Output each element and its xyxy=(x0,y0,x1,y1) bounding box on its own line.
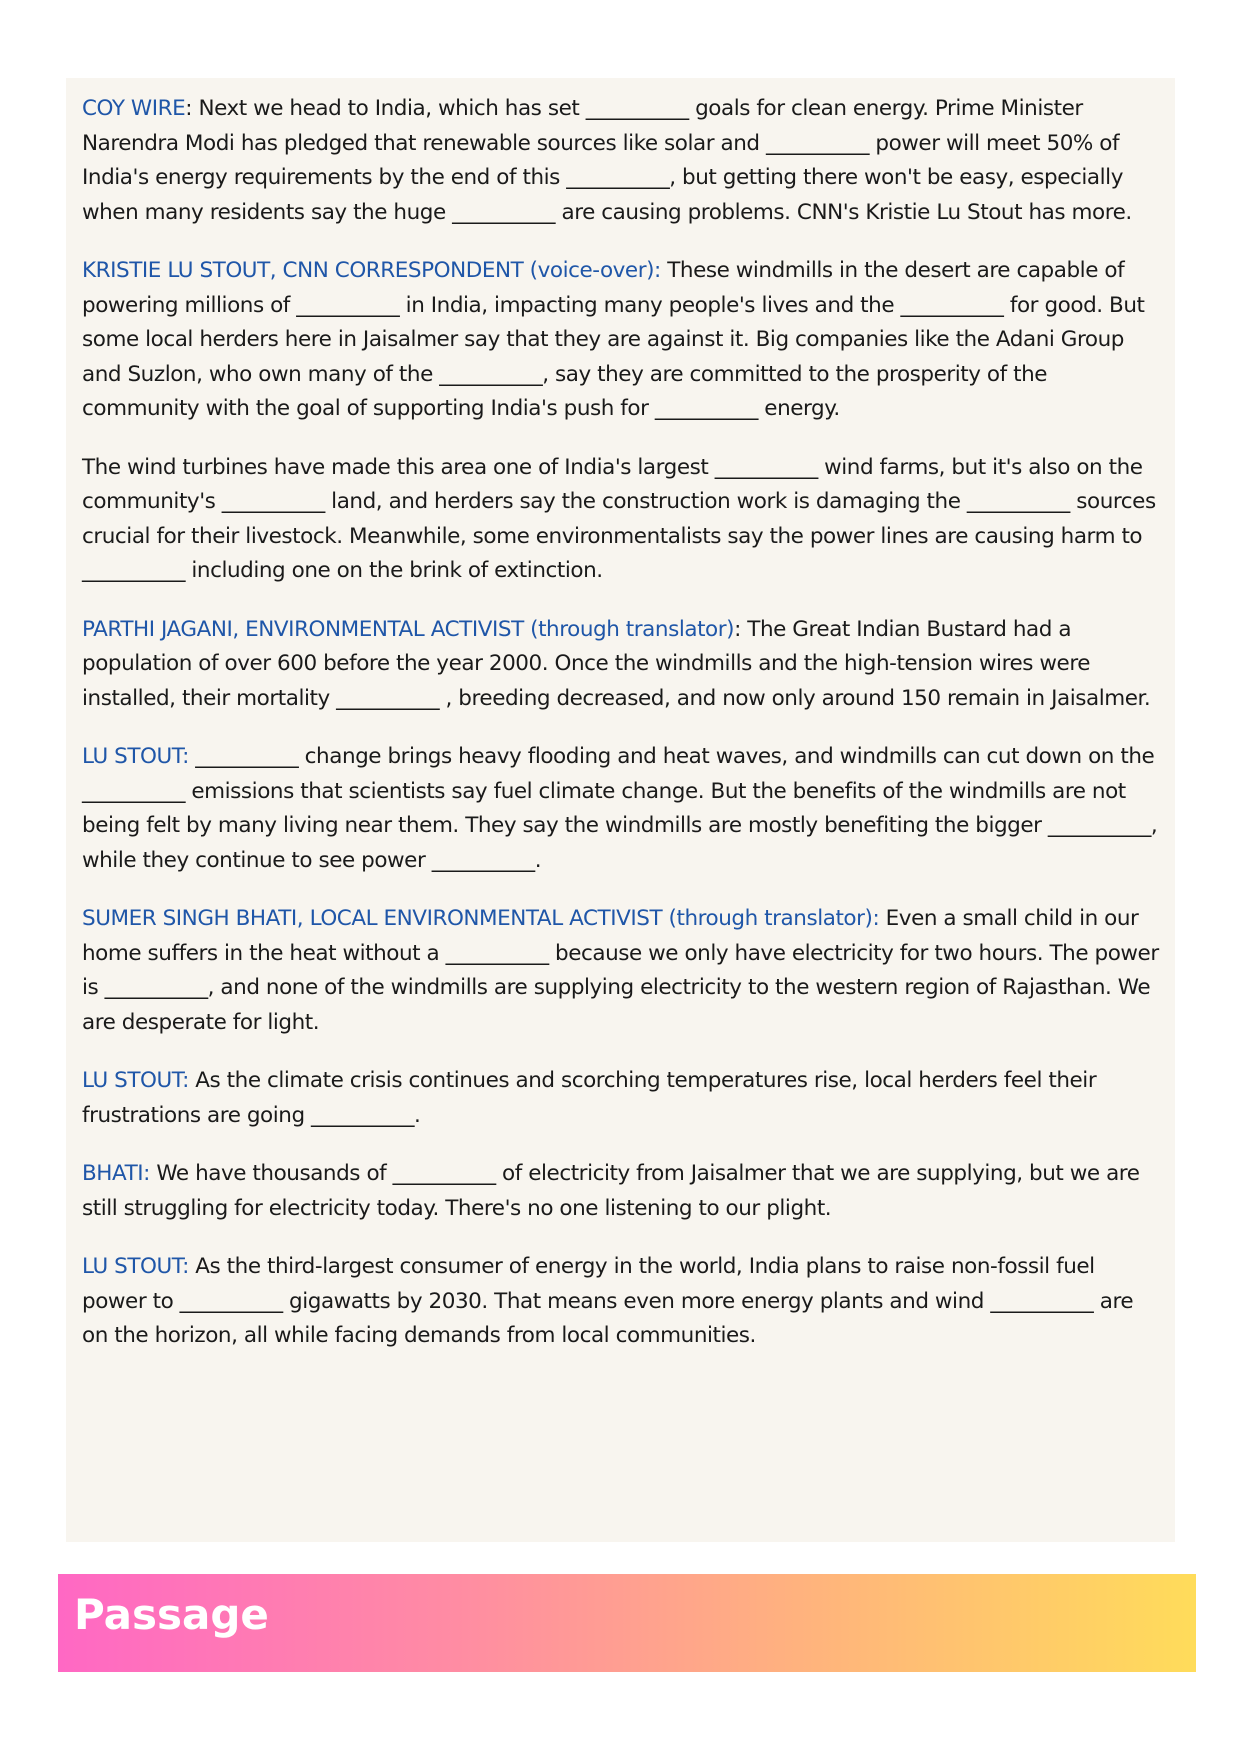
speaker-label: COY WIRE xyxy=(82,96,186,121)
paragraph-text: Even a small child in our home suffers in the heat without a __________ because we only have electricity for two hours. The power is __________, and none of the windmills are supplying electricity to the western region of Rajasthan. We are desperate for light. xyxy=(82,906,1159,1035)
paragraph-lu-stout-3 xyxy=(82,1250,1159,1354)
paragraph-coy-wire xyxy=(82,92,1159,230)
speaker-label: LU STOUT: xyxy=(82,1254,189,1279)
paragraph-text: __________ change brings heavy flooding and heat waves, and windmills can cut down on the __________ emissions that scientists say fuel climate change. But the benefits of the windmills are not being felt by many living near them. They say the windmills are mostly benefiting the bigger __________, while they continue to see power __________. xyxy=(82,744,1158,873)
paragraph-text: The wind turbines have made this area one of India's largest __________ wind farms, but it's also on the community's __________ land, and herders say the construction work is damaging the __________ sources crucial for their livestock. Meanwhile, some environmentalists say the power lines are causing harm to __________ including one on the brink of extinction. xyxy=(82,454,1156,583)
paragraph-parthi-jagani xyxy=(82,613,1159,717)
paragraph-lu-stout-1 xyxy=(82,740,1159,878)
paragraph-text: The Great Indian Bustard had a population of over 600 before the year 2000. Once the windmills and the high-tension wires were installed, their mortality __________ , breeding decreased, and now only around 150 remain in Jaisalmer. xyxy=(82,616,1151,711)
paragraph-text: As the climate crisis continues and scorching temperatures rise, local herders feel their frustrations are going __________. xyxy=(82,1068,1097,1128)
speaker-label: PARTHI JAGANI, ENVIRONMENTAL ACTIVIST (through translator) xyxy=(82,616,735,642)
speaker-label: BHATI: xyxy=(82,1161,150,1186)
paragraph-text: As the third-largest consumer of energy in the world, India plans to raise non-fossil fuel power to __________ gigawatts by 2030. That means even more energy plants and wind __________ are on the horizon, all while facing demands from local communities. xyxy=(82,1254,1134,1348)
speaker-label: KRISTIE LU STOUT, CNN CORRESPONDENT (voice-over): xyxy=(82,258,661,283)
paragraph-narration xyxy=(82,451,1159,589)
speaker-label: SUMER SINGH BHATI, LOCAL ENVIRONMENTAL ACTIVIST (through translator): xyxy=(82,906,880,931)
paragraph-bhati xyxy=(82,1157,1159,1226)
paragraph-text: These windmills in the desert are capable of powering millions of __________ in India, impacting many people's lives and the __________ for good. But some local herders here in Jaisalmer say that they are against it. Big companies like the Adani Group and Suzlon, who own many of the __________, say they are committed to the prosperity of the community with the goal of supporting India's push for __________ energy. xyxy=(82,258,1145,421)
paragraph-text: Next we head to India, which has set __________ goals for clean energy. Prime Minister Narendra Modi has pledged that renewable sources like solar and __________ power will meet 50% of India's energy requirements by the end of this __________, but getting there won't be easy, especially when many residents say the huge __________ are causing problems. CNN's Kristie Lu Stout has more. xyxy=(82,96,1132,225)
paragraph-kristie-lu-stout xyxy=(82,254,1159,427)
paragraph-lu-stout-2 xyxy=(82,1064,1159,1133)
speaker-separator: : xyxy=(185,96,199,121)
paragraph-text: We have thousands of __________ of electricity from Jaisalmer that we are supplying, but we are still struggling for electricity today. There's no one listening to our plight. xyxy=(82,1161,1140,1221)
section-banner xyxy=(58,1574,1196,1672)
speaker-label: LU STOUT: xyxy=(82,744,189,769)
speaker-label: LU STOUT: xyxy=(82,1068,189,1093)
section-title: Passage xyxy=(74,1590,269,1639)
paragraph-sumer-singh-bhati xyxy=(82,902,1159,1040)
passage-box xyxy=(66,78,1175,1542)
speaker-separator: : xyxy=(734,616,748,642)
